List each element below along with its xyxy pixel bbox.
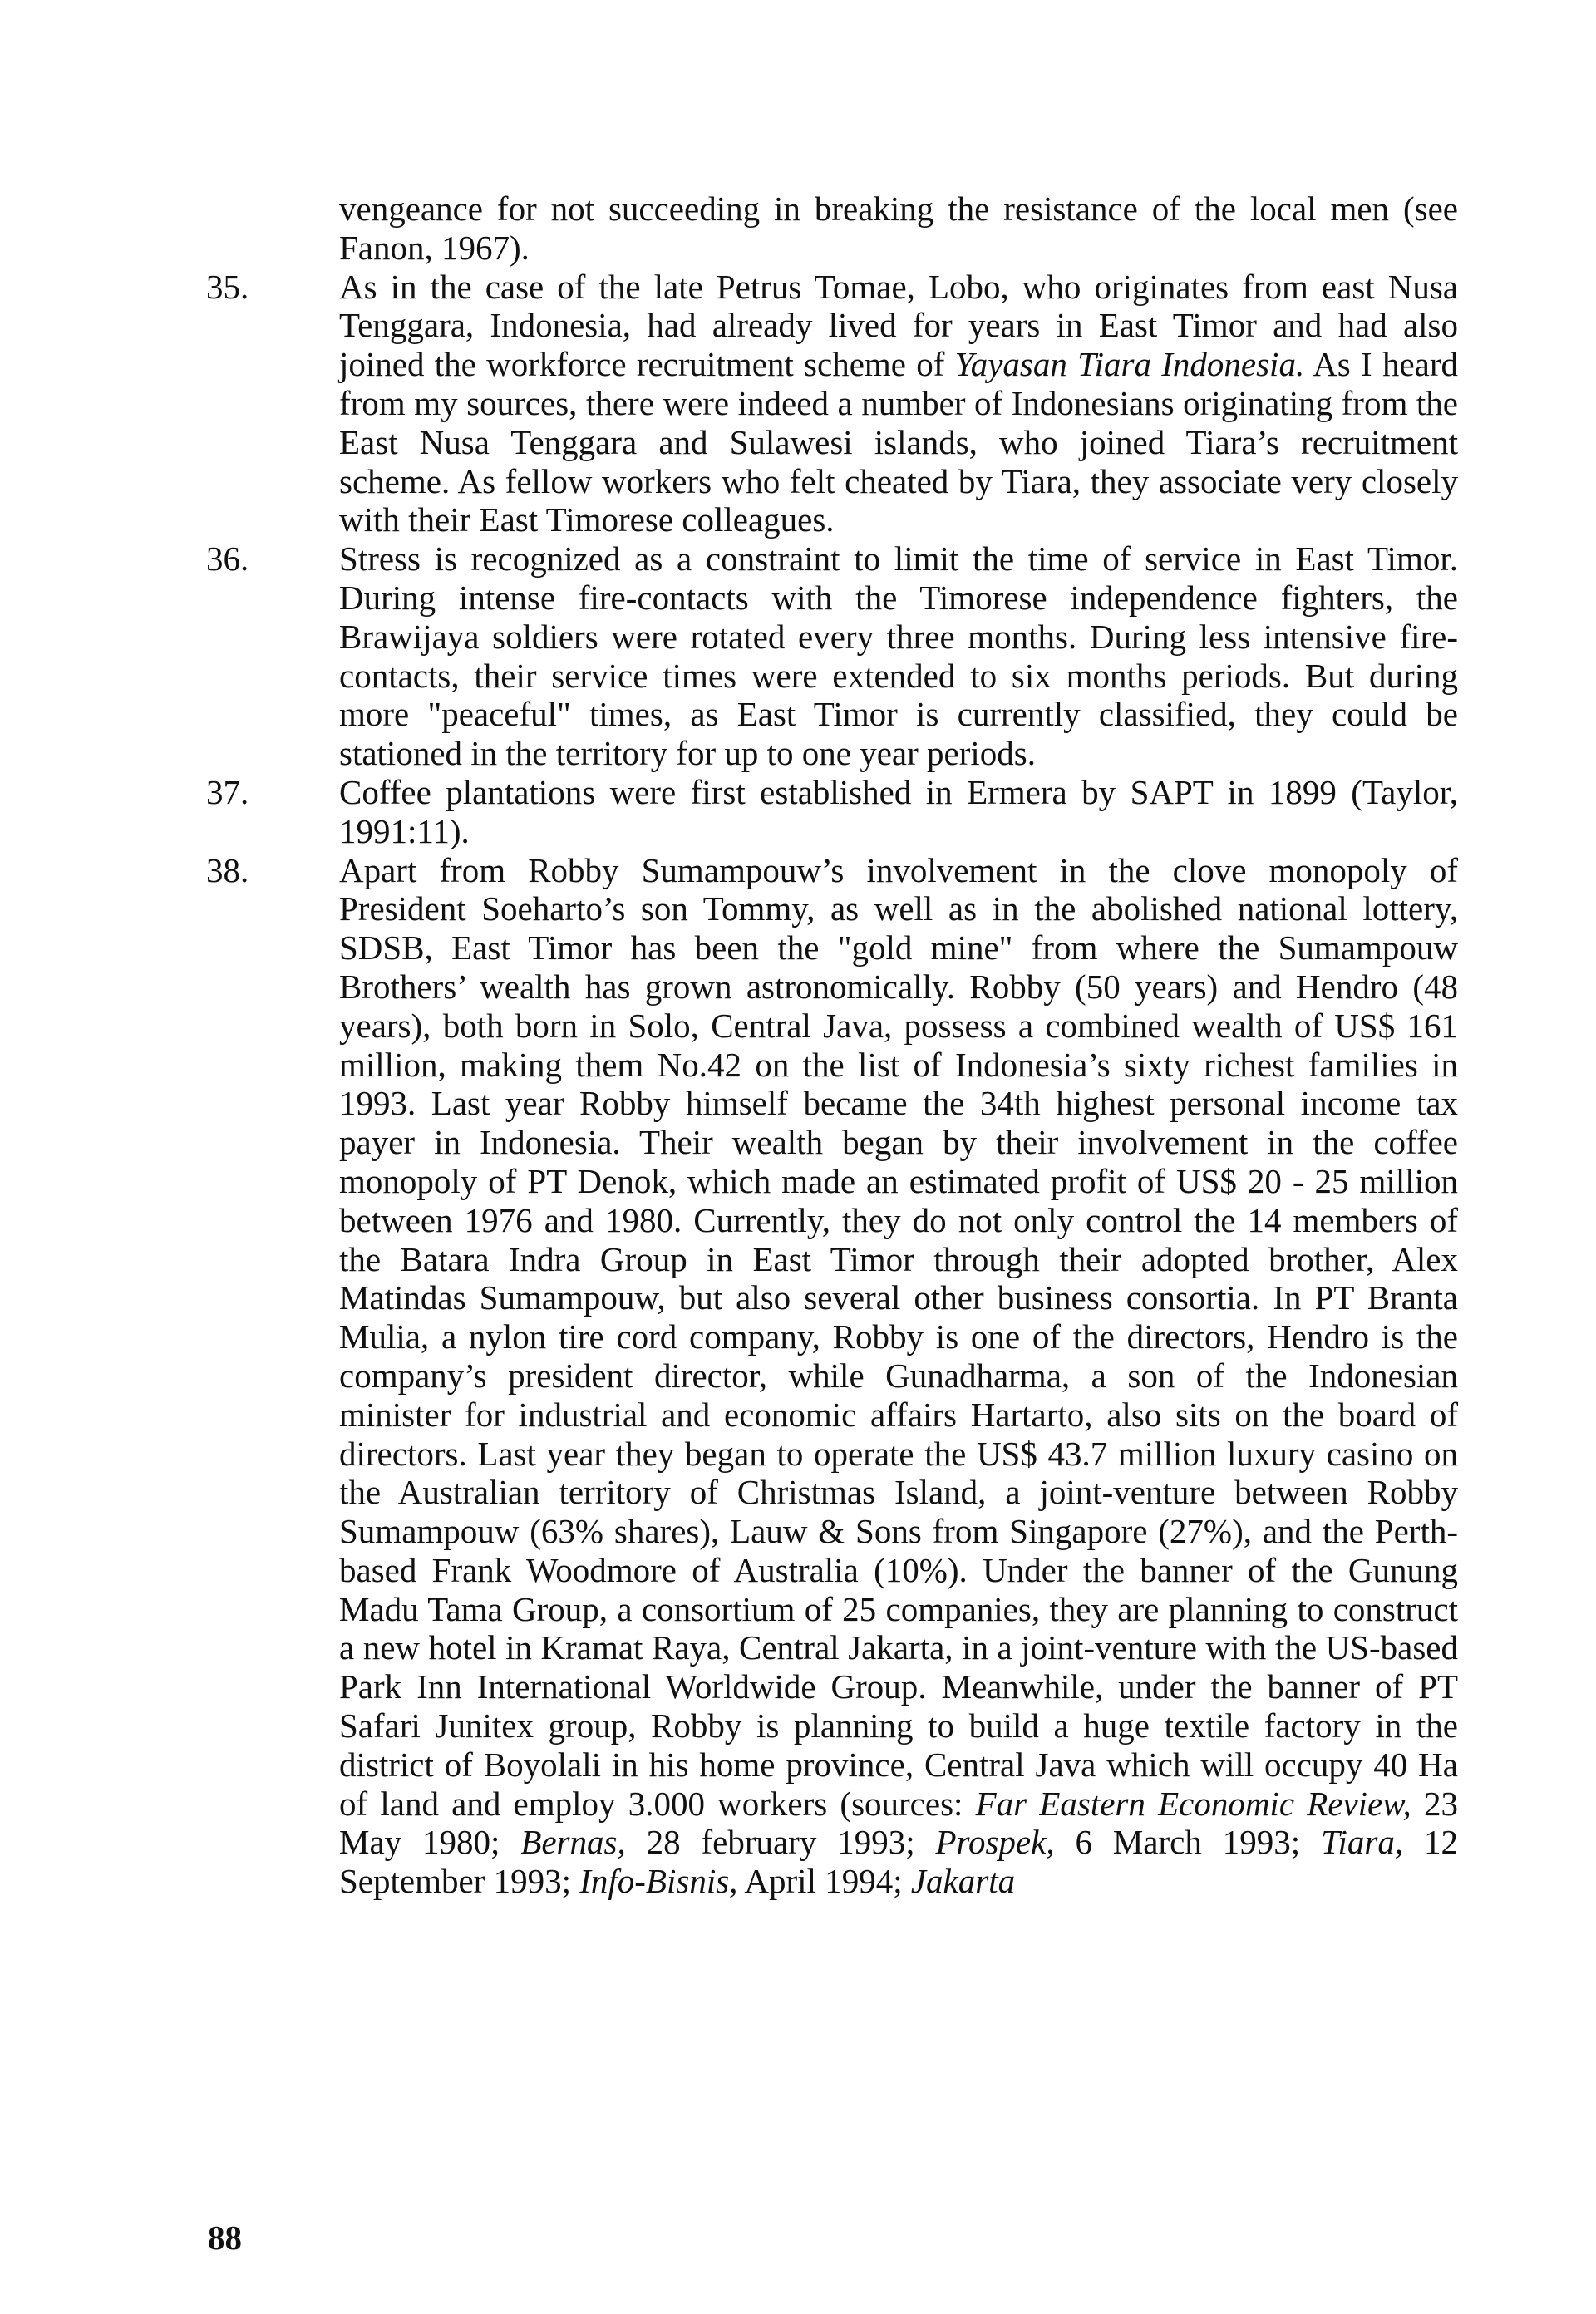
endnote-item — [206, 539, 1458, 773]
endnote-italic-segment: Yayasan Tiara Indonesia. — [954, 345, 1305, 384]
endnote-number: 35. — [206, 267, 249, 306]
endnote-item — [273, 190, 1458, 268]
endnote-text-segment: Coffee plantations were first established in Ermera by SAPT in 1899 (Taylor, 1991:11). — [339, 772, 1458, 850]
endnote-text-segment: April 1994; — [737, 1862, 911, 1901]
endnote-italic-segment: Bernas, — [520, 1823, 626, 1862]
endnote-text-segment: 6 March 1993; — [1054, 1823, 1321, 1862]
endnote-item — [206, 850, 1459, 1902]
endnote-text-segment: As I heard from my sources, there were indeed a number of Indonesians originating from the East Nusa Tenggara and Sulawesi islands, who joined Tiara’s recruitment scheme. As fellow workers who felt cheated by Tiara, they associate very closely with their East Timorese colleagues. — [339, 345, 1458, 539]
endnote-number: 38. — [206, 850, 249, 889]
endnote-text — [273, 190, 1458, 268]
endnote-text-segment: vengeance for not succeeding in breaking the resistance of the local men (see Fanon, 1967). — [339, 190, 1458, 267]
endnote-text-segment: Apart from Robby Sumampouw’s involvement in the clove monopoly of President Soeharto’s son Tommy, as well as in the abolished national lottery, SDSB, East Timor has been the "gold mine" from where the Sumampouw Brothers’ wealth has grown astronomically. Robby (50 years) and Hendro (48 years), both born in Solo, Central Java, possess a combined wealth of US$ 161 million, making them No.42 on the list of Indonesia’s sixty richest families in 1993. Last year Robby himself became the 34th highest personal income tax payer in Indonesia. Their wealth began by their involvement in the coffee monopoly of PT Denok, which made an estimated profit of US$ 20 - 25 million between 1976 and 1980. Currently, they do not only control the 14 members of the Batara Indra Group in East Timor through their adopted brother, Alex Matindas Sumampouw, but also several other business consortia. In PT Branta Mulia, a nylon tire cord company, Robby is one of the directors, Hendro is the company’s president director, while Gunadharma, a son of the Indonesian minister for industrial and economic affairs Hartarto, also sits on the board of directors. Last year they began to operate the US$ 43.7 million luxury casino on the Australian territory of Christmas Island, a joint-venture between Robby Sumampouw (63% shares), Lauw & Sons from Singapore (27%), and the Perth-based Frank Woodmore of Australia (10%). Under the banner of the Gunung Madu Tama Group, a consortium of 25 companies, they are planning to construct a new hotel in Kramat Raya, Central Jakarta, in a joint-venture with the US-based Park Inn International Worldwide Group. Meanwhile, under the banner of PT Safari Junitex group, Robby is planning to build a huge textile factory in the district of Boyolali in his home province, Central Java which will occupy 40 Ha of land and employ 3.000 workers (sources: — [339, 850, 1458, 1823]
endnote-italic-segment: Tiara, — [1321, 1823, 1404, 1862]
endnote-number: 37. — [206, 772, 249, 811]
endnotes-list — [206, 190, 1459, 1901]
endnote-text-segment: As in the case of the late Petrus Tomae, Lobo, who originates from east Nusa Tenggara, Indonesia, had already lived for years in East Timor and had also joined the workforce recruitment scheme of — [339, 267, 1458, 384]
endnote-text — [273, 268, 1458, 540]
page-number: 88 — [208, 2218, 242, 2257]
endnote-italic-segment: Far Eastern Economic Review, — [975, 1784, 1411, 1823]
endnote-text-segment: 28 february 1993; — [625, 1823, 936, 1862]
endnote-italic-segment: Prospek, — [935, 1823, 1055, 1862]
endnote-text — [273, 851, 1458, 1902]
endnote-text-segment: Stress is recognized as a constraint to limit the time of service in East Timor. During intense fire-contacts with the Timorese independence fighters, the Brawijaya soldiers were rotated every three months. During less intensive fire-contacts, their service times were extended to six months periods. But during more "peaceful" times, as East Timor is currently classified, they could be stationed in the territory for up to one year periods. — [339, 539, 1458, 773]
endnote-item — [206, 772, 1458, 851]
endnote-text-segment: 23 May 1980; — [339, 1784, 1459, 1862]
endnote-item — [206, 267, 1458, 540]
endnote-italic-segment: Jakarta — [910, 1862, 1016, 1901]
endnote-text — [273, 539, 1458, 773]
endnote-number: 36. — [206, 539, 249, 578]
endnote-text — [273, 773, 1458, 851]
endnote-text-segment: 12 September 1993; — [339, 1823, 1459, 1901]
endnote-italic-segment: Info-Bisnis, — [579, 1862, 738, 1901]
